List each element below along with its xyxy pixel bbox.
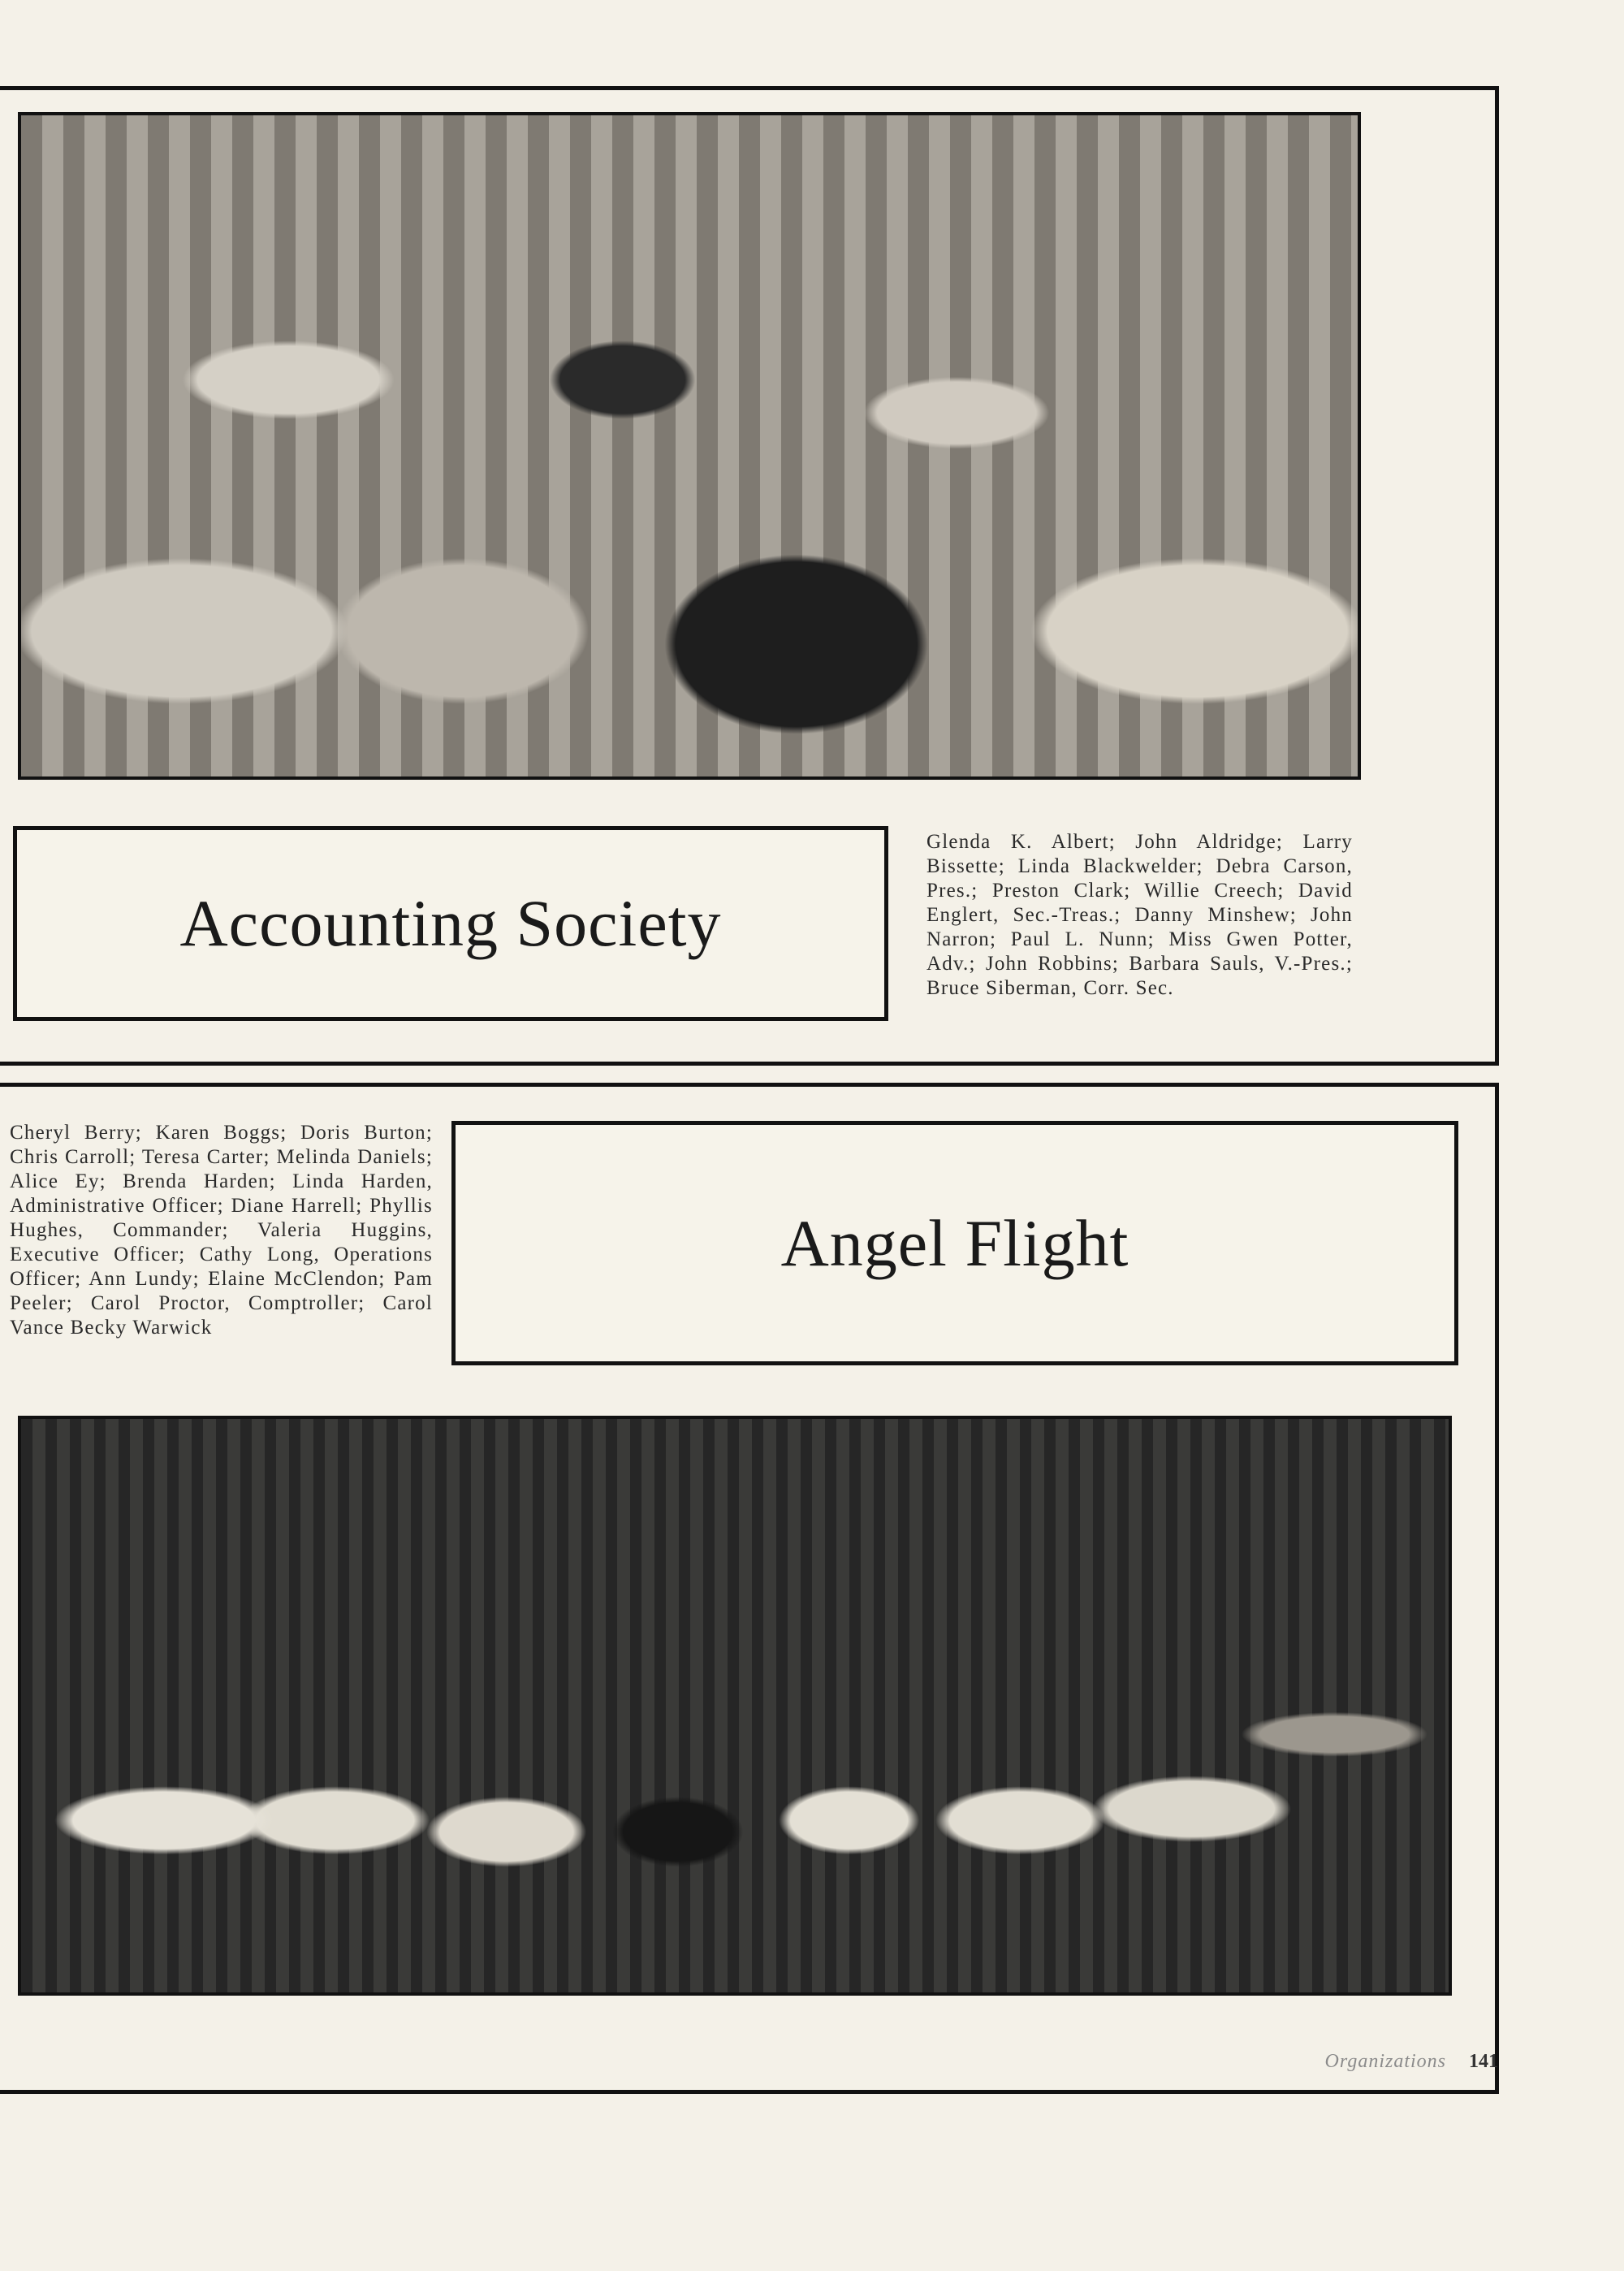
footer-section-name: Organizations (1324, 2051, 1446, 2072)
page-footer (1325, 2051, 1498, 2073)
accounting-member-caption: Glenda K. Albert; John Aldridge; Larry Bissette; Linda Blackwelder; Debra Carson, Pres.; Preston Clark; Willie Creech; David Englert, Sec.-Treas.; Danny Minshew; John Narron; Paul L. Nunn; Miss Gwen Potter, Adv.; John Robbins; Barbara Sauls, V.-Pres.; Bruce Siberman, Corr. Sec. (926, 831, 1353, 999)
angel-flight-title: Angel Flight (780, 1205, 1129, 1280)
accounting-title-box (13, 826, 888, 1021)
page-number: 141 (1469, 2051, 1498, 2072)
accounting-society-group-photo (18, 112, 1361, 780)
angel-flight-member-caption: Cheryl Berry; Karen Boggs; Doris Burton; Chris Carroll; Teresa Carter; Melinda Daniels; Alice Ey; Brenda Harden; Linda Harden, Administrative Officer; Diane Harrell; Phyllis Hughes, Commander; Valeria Huggins, Executive Officer; Cathy Long, Operations Officer; Ann Lundy; Elaine McClendon; Pam Peeler; Carol Proctor, Comptroller; Carol Vance Becky Warwick (10, 1122, 433, 1339)
angel-flight-group-photo (18, 1416, 1452, 1996)
angel-flight-title-box (451, 1121, 1458, 1365)
accounting-title: Accounting Society (179, 886, 722, 960)
